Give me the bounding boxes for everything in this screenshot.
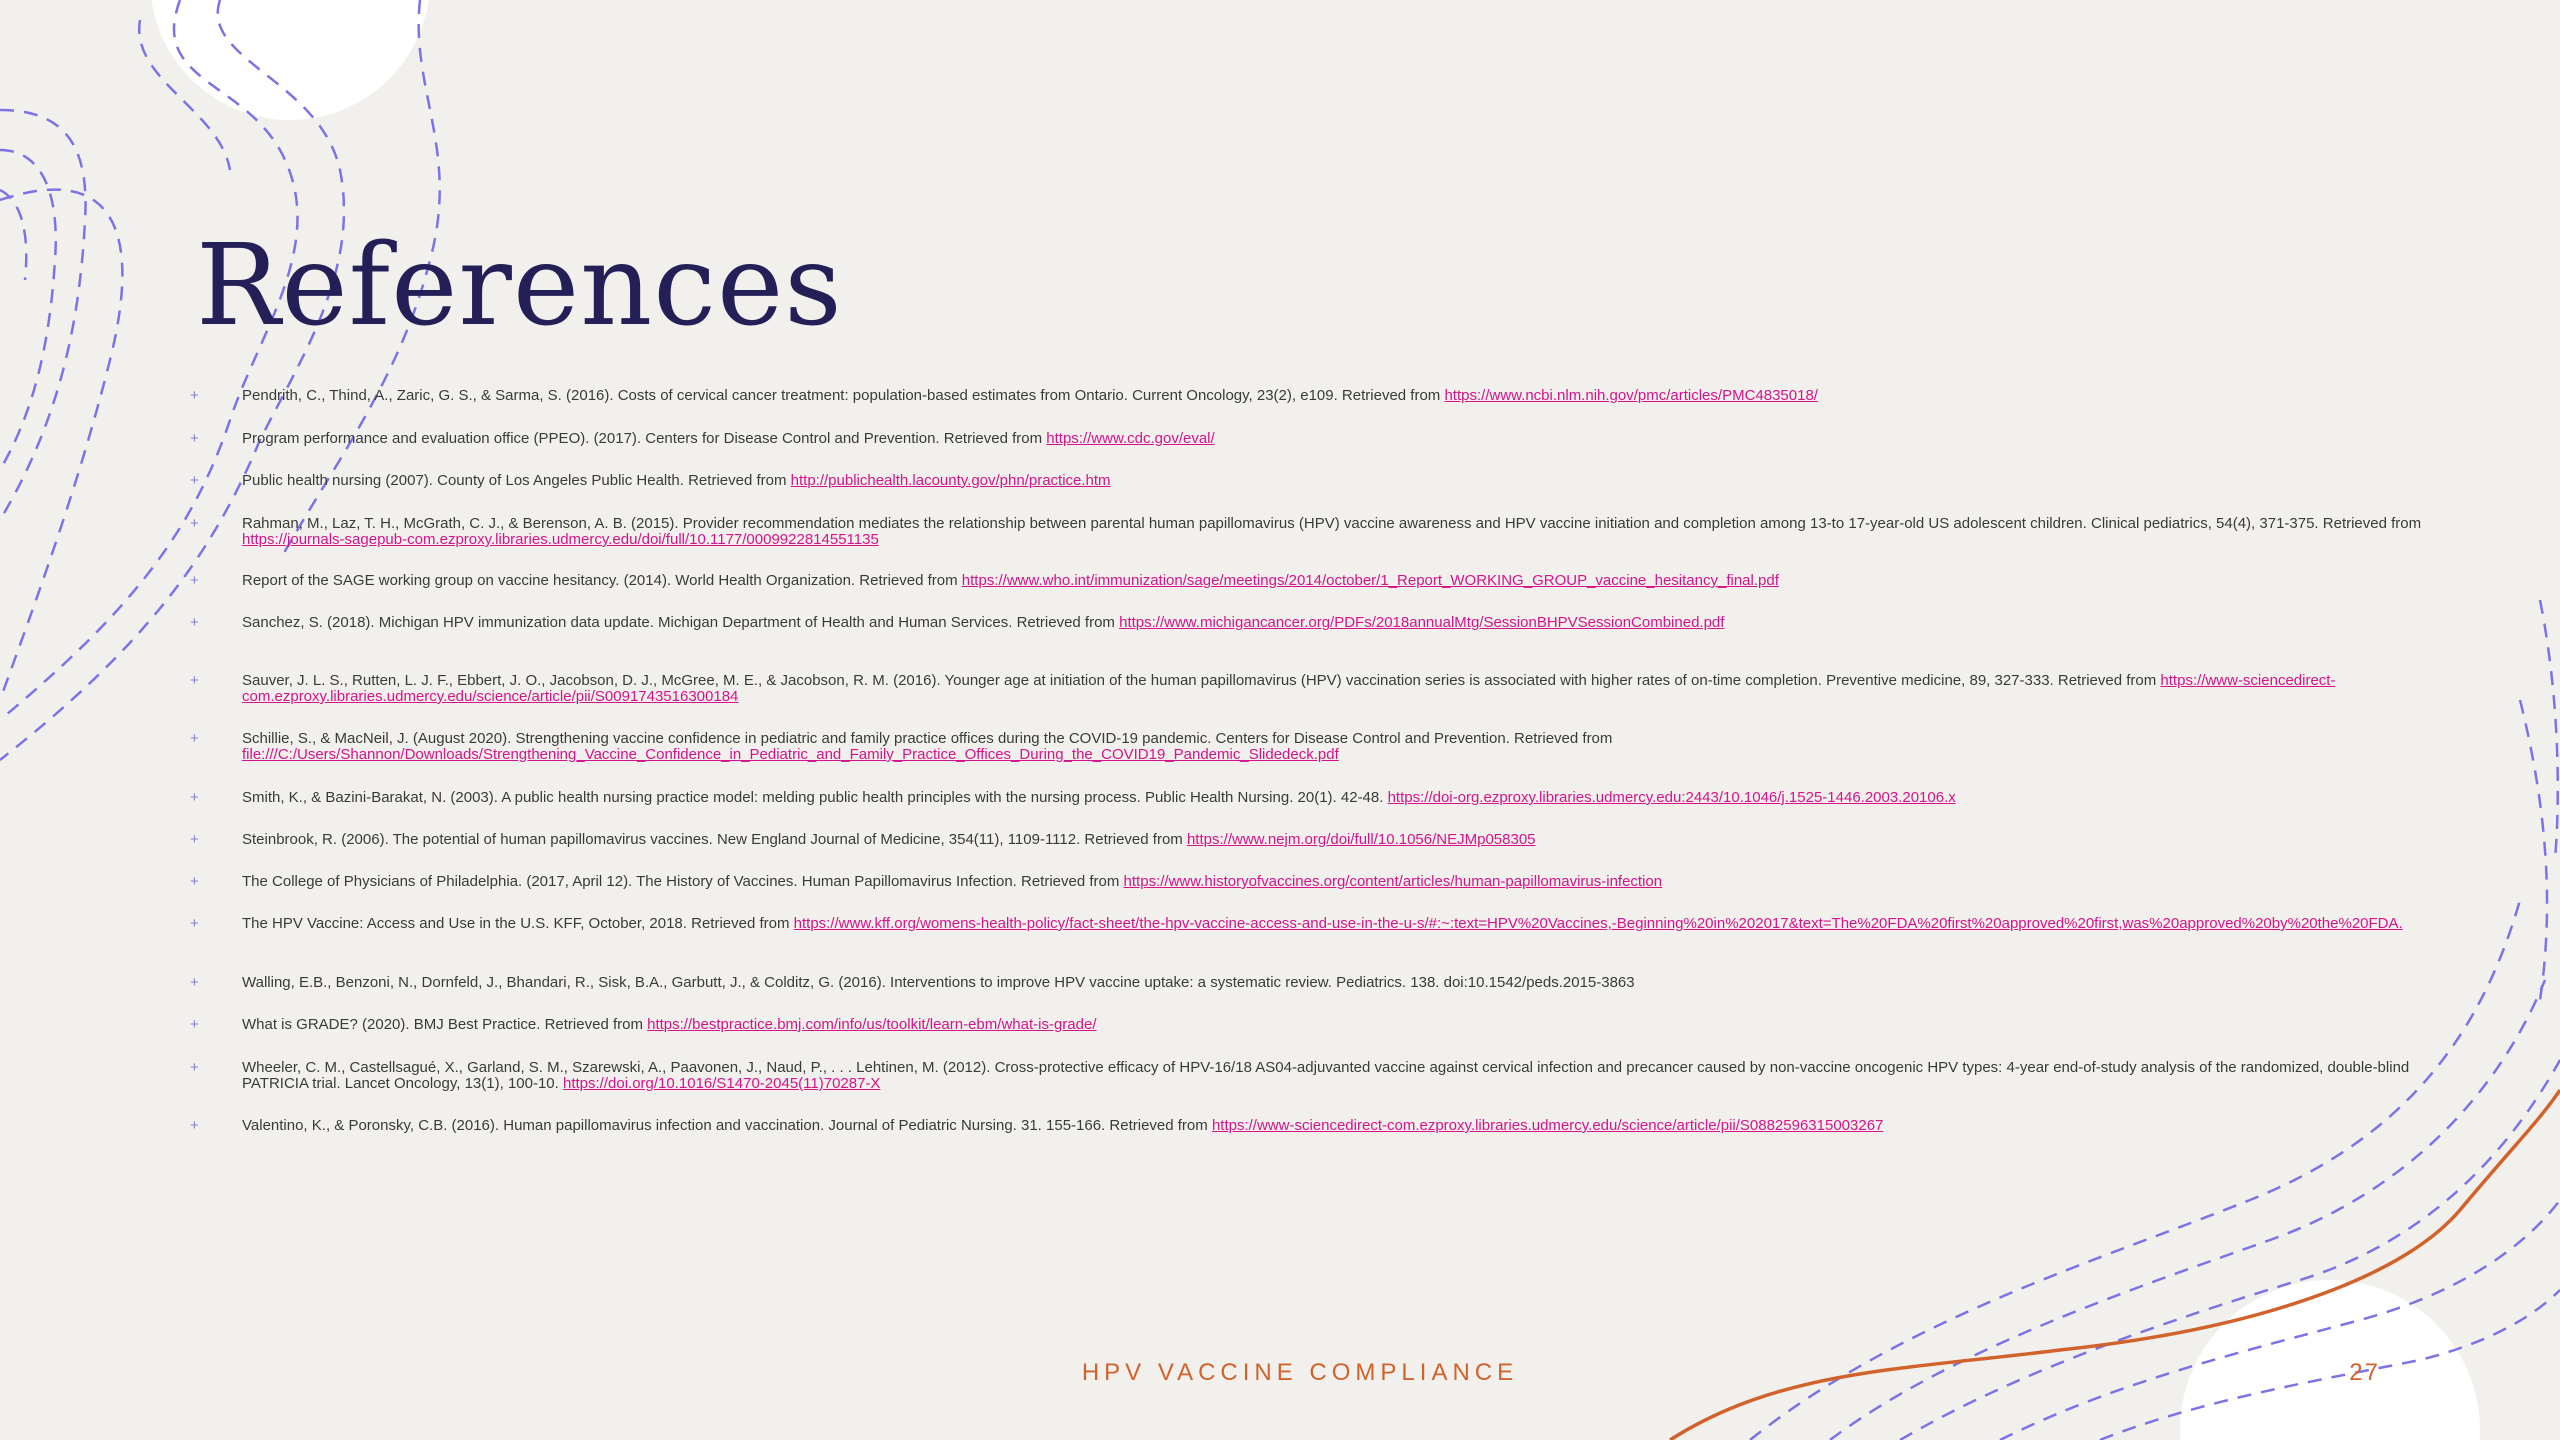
reference-text: Program performance and evaluation office (PPEO). (2017). Centers for Disease Control and Prevention. Retrieved from [242,430,1047,447]
reference-link[interactable]: https://bestpractice.bmj.com/info/us/toolkit/learn-ebm/what-is-grade/ [647,1016,1097,1033]
plus-bullet-icon: + [190,1117,199,1134]
reference-text: The College of Physicians of Philadelphia. (2017, April 12). The History of Vaccines. Human Papillomavirus Infection. Retrieved from [242,873,1124,890]
plus-bullet-icon: + [190,430,199,447]
reference-text: Steinbrook, R. (2006). The potential of human papillomavirus vaccines. New England Journal of Medicine, 354(11), 1109-1112. Retrieved from [242,831,1187,848]
reference-text: Valentino, K., & Poronsky, C.B. (2016). Human papillomavirus infection and vaccination. Journal of Pediatric Nursing. 31. 155-166. Retrieved from [242,1117,1212,1134]
reference-text: Sauver, J. L. S., Rutten, L. J. F., Ebbert, J. O., Jacobson, D. J., McGree, M. E., & Jacobson, R. M. (2016). Younger age at initiation of the human papillomavirus (HPV) vaccination series is associated with higher rates of on-time completion. Preventive medicine, 89, 327-333. Retrieved from [242,672,2161,689]
reference-link[interactable]: https://www.nejm.org/doi/full/10.1056/NEJMp058305 [1186,831,1536,848]
reference-text: Smith, K., & Bazini-Barakat, N. (2003). A public health nursing practice model: melding public health principles with the nursing process. Public Health Nursing. 20(1). 42-48. [242,789,1388,806]
reference-item [190,790,2422,806]
reference-text: Wheeler, C. M., Castellsagué, X., Garland, S. M., Szarewski, A., Paavonen, J., Naud, P., . . . Lehtinen, M. (2012). Cross-protective efficacy of HPV-16/18 AS04-adjuvanted vaccine against cervical infection and precancer caused by non-vaccine oncogenic HPV types: 4-year end-of-study analysis of the randomized, double-blind PATRICIA trial. Lancet Oncology, 13(1), 100-10. [242,1059,2410,1092]
reference-item [190,615,2422,631]
top-left-contour-lines [0,0,440,760]
plus-bullet-icon: + [190,515,199,532]
reference-text: Public health nursing (2007). County of Los Angeles Public Health. Retrieved from [242,472,791,489]
reference-text: Sanchez, S. (2018). Michigan HPV immunization data update. Michigan Department of Health and Human Services. Retrieved from [242,614,1120,631]
reference-text: Walling, E.B., Benzoni, N., Dornfeld, J., Bhandari, R., Sisk, B.A., Garbutt, J., & Colditz, G. (2016). Interventions to improve HPV vaccine uptake: a systematic review. Pediatrics. 138. doi:10.1542/peds.2015-3863 [242,974,1635,991]
plus-bullet-icon: + [190,672,199,689]
reference-link[interactable]: https://www.ncbi.nlm.nih.gov/pmc/articles/PMC4835018/ [1444,387,1818,404]
reference-item [190,1060,2422,1092]
plus-bullet-icon: + [190,472,199,489]
reference-link[interactable]: https://www.cdc.gov/eval/ [1046,430,1215,447]
reference-link[interactable]: https://journals-sagepub-com.ezproxy.libraries.udmercy.edu/doi/full/10.1177/0009922814551135 [242,531,879,548]
plus-bullet-icon: + [190,831,199,848]
reference-item [190,516,2422,548]
reference-link[interactable]: http://publichealth.lacounty.gov/phn/practice.htm [790,472,1111,489]
plus-bullet-icon: + [190,572,199,589]
plus-bullet-icon: + [190,614,199,631]
plus-bullet-icon: + [190,974,199,991]
reference-link[interactable]: https://www-sciencedirect-com.ezproxy.libraries.udmercy.edu/science/article/pii/S0882596315003267 [1211,1117,1884,1134]
reference-item [190,1017,2422,1033]
reference-text: What is GRADE? (2020). BMJ Best Practice. Retrieved from [242,1016,648,1033]
reference-item [190,731,2422,763]
reference-text: Report of the SAGE working group on vaccine hesitancy. (2014). World Health Organization. Retrieved from [242,572,962,589]
plus-bullet-icon: + [190,730,199,747]
reference-link[interactable]: https://www.kff.org/womens-health-policy/fact-sheet/the-hpv-vaccine-access-and-use-in-the-u-s/#:~:text=HPV%20Vaccines,-Beginning%20in%202017&text=The%20FDA%20first%20approved%20first,was%20approved%20by%20the%20FDA. [793,915,2403,932]
plus-bullet-icon: + [190,789,199,806]
plus-bullet-icon: + [190,1059,199,1076]
reference-item [190,388,2422,404]
plus-bullet-icon: + [190,1016,199,1033]
reference-item [190,473,2422,489]
page-number: 27 [2349,1359,2380,1386]
reference-item [190,1118,2422,1134]
plus-bullet-icon: + [190,915,199,932]
reference-text: The HPV Vaccine: Access and Use in the U.S. KFF, October, 2018. Retrieved from [242,915,794,932]
plus-bullet-icon: + [190,387,199,404]
reference-item [190,573,2422,589]
reference-item [190,916,2422,932]
reference-text: Pendrith, C., Thind, A., Zaric, G. S., & Sarma, S. (2016). Costs of cervical cancer treatment: population-based estimates from Ontario. Current Oncology, 23(2), e109. Retrieved from [242,387,1445,404]
top-blob-shape [150,0,430,120]
footer-title: HPV VACCINE COMPLIANCE [1081,1359,1519,1386]
reference-item [190,673,2422,705]
reference-link[interactable]: https://www.michigancancer.org/PDFs/2018annualMtg/SessionBHPVSessionCombined.pdf [1119,614,1725,631]
reference-link[interactable]: https://doi.org/10.1016/S1470-2045(11)70287-X [562,1075,881,1092]
reference-link[interactable]: https://www.who.int/immunization/sage/meetings/2014/october/1_Report_WORKING_GROUP_vaccine_hesitancy_final.pdf [961,572,1779,589]
reference-text: Rahman, M., Laz, T. H., McGrath, C. J., & Berenson, A. B. (2015). Provider recommendation mediates the relationship between parental human papillomavirus (HPV) vaccine awareness and HPV vaccine initiation and completion among 13-to 17-year-old US adolescent children. Clinical pediatrics, 54(4), 371-375. Retrieved from [242,515,2422,532]
reference-link[interactable]: https://www-sciencedirect-com.ezproxy.libraries.udmercy.edu/science/article/pii/S0091743516300184 [242,672,2336,705]
reference-link[interactable]: file:///C:/Users/Shannon/Downloads/Strengthening_Vaccine_Confidence_in_Pediatric_and_Family_Practice_Offices_During_the_COVID19_Pandemic_Slidedeck.pdf [242,746,1339,763]
reference-item [190,431,2422,447]
reference-link[interactable]: https://doi-org.ezproxy.libraries.udmercy.edu:2443/10.1046/j.1525-1446.2003.20106.x [1387,789,1956,806]
plus-bullet-icon: + [190,873,199,890]
slide-title: References [196,221,843,352]
reference-item [190,874,2422,890]
reference-text: Schillie, S., & MacNeil, J. (August 2020). Strengthening vaccine confidence in pediatric and family practice offices during the COVID-19 pandemic. Centers for Disease Control and Prevention. Retrieved from [242,730,1613,747]
reference-link[interactable]: https://www.historyofvaccines.org/content/articles/human-papillomavirus-infection [1123,873,1663,890]
reference-item [190,832,2422,848]
reference-item [190,975,2422,991]
